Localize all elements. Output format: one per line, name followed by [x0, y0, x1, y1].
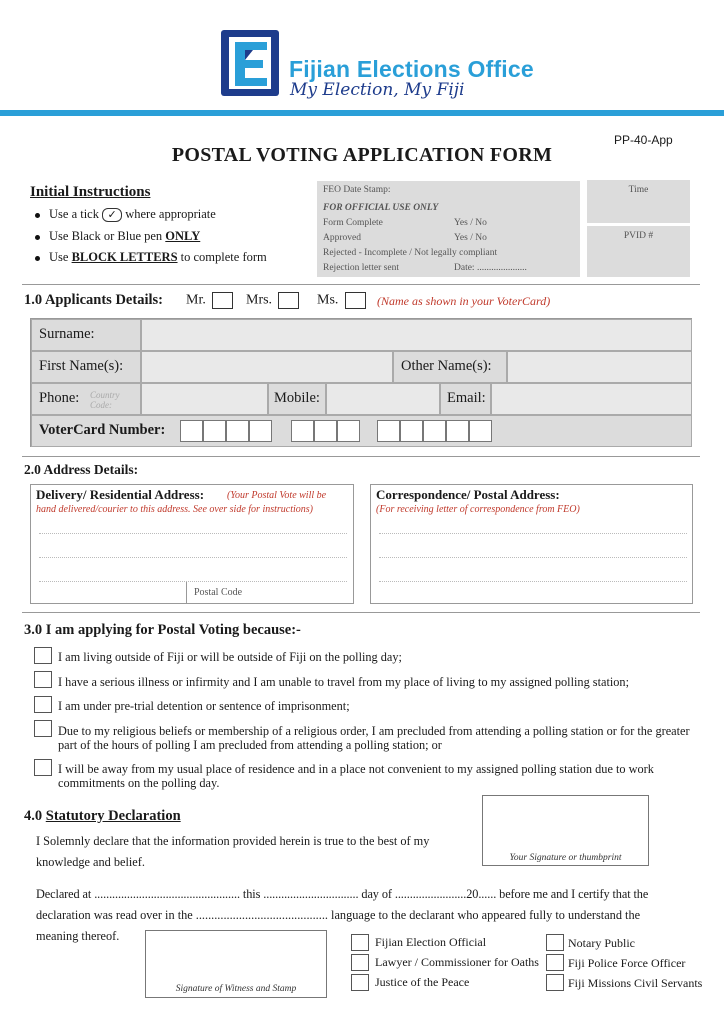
- declared-at-line: Declared at ................................................. this ................................ day of ........................20...... before me and I certify that the: [36, 887, 649, 901]
- votercard-digit[interactable]: [377, 420, 400, 442]
- votercard-digit[interactable]: [291, 420, 314, 442]
- declaration-title: Statutory Declaration: [45, 808, 181, 824]
- time-box: [587, 180, 690, 223]
- phone-field[interactable]: [141, 383, 268, 415]
- instruction-text: Use: [49, 250, 69, 264]
- header-rule: [0, 110, 724, 116]
- divider: [22, 612, 700, 613]
- votercard-label: VoterCard Number:: [39, 422, 166, 438]
- declaration-number: 4.0: [24, 808, 43, 824]
- address-line: [379, 557, 687, 558]
- witness-label: Fiji Missions Civil Servants: [568, 976, 703, 990]
- phone-cell: [31, 383, 141, 415]
- correspondence-title: Correspondence/ Postal Address:: [376, 487, 560, 502]
- office-row-value: Yes / No: [454, 233, 487, 243]
- reason-text: Due to my religious beliefs or membership of a religious order, I am precluded from attending a polling station or for the greater part of the hours of polling I am precluded from attending a polling station; or: [58, 724, 690, 752]
- votercard-digit[interactable]: [249, 420, 272, 442]
- email-field[interactable]: [491, 383, 692, 415]
- name-note: (Name as shown in your VoterCard): [377, 294, 551, 308]
- instruction-emphasis: BLOCK LETTERS: [71, 250, 178, 264]
- delivery-address-box[interactable]: [30, 484, 354, 604]
- form-title: POSTAL VOTING APPLICATION FORM: [171, 144, 553, 166]
- signature-caption: Your Signature or thumbprint: [509, 853, 622, 863]
- witness-checkbox-missions[interactable]: [546, 974, 564, 991]
- instructions-heading: Initial Instructions: [30, 184, 151, 200]
- title-ms: [317, 292, 366, 309]
- address-line: [39, 581, 347, 582]
- instruction-pen: [35, 229, 200, 244]
- witness-signature-box[interactable]: [145, 930, 327, 998]
- witness-label: Justice of the Peace: [375, 975, 470, 989]
- instruction-tick: [35, 207, 216, 222]
- surname-field[interactable]: [141, 319, 692, 351]
- witness-label: Notary Public: [568, 936, 635, 950]
- votercard-digit[interactable]: [226, 420, 249, 442]
- witness-label: Lawyer / Commissioner for Oaths: [375, 955, 539, 969]
- votercard-digit[interactable]: [469, 420, 492, 442]
- reasons-heading: 3.0 I am applying for Postal Voting because:-: [24, 622, 301, 638]
- first-name-cell: [31, 351, 141, 383]
- address-heading: 2.0 Address Details:: [24, 462, 139, 477]
- title-mr-checkbox[interactable]: [212, 292, 233, 309]
- address-line: [39, 533, 347, 534]
- other-name-field[interactable]: [507, 351, 692, 383]
- divider: [22, 456, 700, 457]
- votercard-digit[interactable]: [337, 420, 360, 442]
- org-tagline: My Election, My Fiji: [290, 80, 465, 100]
- votercard-digit[interactable]: [446, 420, 469, 442]
- bullet-icon: [35, 235, 40, 240]
- delivery-note: (Your Postal Vote will be: [227, 490, 327, 501]
- bullet-icon: [35, 213, 40, 218]
- witness-checkbox-lawyer[interactable]: [351, 954, 369, 971]
- votercard-digit[interactable]: [314, 420, 337, 442]
- address-line: [379, 533, 687, 534]
- declaration-line: I Solemnly declare that the information provided herein is true to the best of my: [36, 834, 430, 848]
- tick-icon: ✓: [102, 208, 122, 222]
- other-name-label: Other Name(s):: [401, 358, 492, 374]
- mobile-field[interactable]: [326, 383, 440, 415]
- email-label: Email:: [447, 390, 486, 406]
- instruction-text: where appropriate: [125, 207, 216, 221]
- delivery-title: Delivery/ Residential Address:: [36, 487, 205, 502]
- instruction-text: to complete form: [180, 250, 267, 264]
- votercard-digit[interactable]: [400, 420, 423, 442]
- mobile-label: Mobile:: [274, 390, 320, 406]
- org-name: Fijian Elections Office: [289, 56, 534, 82]
- reason-checkbox[interactable]: [34, 671, 52, 688]
- correspondence-note: (For receiving letter of correspondence from FEO): [376, 504, 580, 515]
- witness-caption: Signature of Witness and Stamp: [175, 984, 297, 994]
- applicant-grid: [30, 318, 692, 447]
- witness-checkbox-police[interactable]: [546, 954, 564, 971]
- country-code-hint: Country Code:: [90, 390, 120, 410]
- email-cell: [440, 383, 491, 415]
- title-mrs-label: Mrs.: [246, 292, 273, 308]
- witness-checkbox-jp[interactable]: [351, 974, 369, 991]
- reason-checkbox[interactable]: [34, 720, 52, 737]
- votercard-digit[interactable]: [180, 420, 203, 442]
- first-name-label: First Name(s):: [39, 358, 124, 374]
- postal-code-label: Postal Code: [194, 587, 243, 598]
- reason-text: I am living outside of Fiji or will be outside of Fiji on the polling day;: [58, 650, 402, 664]
- office-row-label: Rejection letter sent: [323, 263, 399, 273]
- first-name-field[interactable]: [141, 351, 393, 383]
- votercard-digit[interactable]: [423, 420, 446, 442]
- instruction-text: Use Black or Blue pen: [49, 229, 163, 243]
- office-row-value: Yes / No: [454, 218, 487, 228]
- address-line: [379, 581, 687, 582]
- instruction-text: Use a tick: [49, 207, 99, 221]
- instruction-emphasis: ONLY: [165, 229, 201, 243]
- title-mrs-checkbox[interactable]: [278, 292, 299, 309]
- witness-checkbox-feo[interactable]: [351, 934, 369, 951]
- office-row-label: Form Complete: [323, 218, 383, 228]
- bullet-icon: [35, 256, 40, 261]
- reason-text: I am under pre-trial detention or sentence of imprisonment;: [58, 699, 350, 713]
- other-name-cell: [393, 351, 507, 383]
- mobile-cell: [268, 383, 326, 415]
- form-code: PP-40-App: [614, 133, 673, 147]
- pvid-box: [587, 226, 690, 277]
- votercard-cell: [31, 415, 692, 447]
- reason-checkbox[interactable]: [34, 647, 52, 664]
- witness-checkbox-notary[interactable]: [546, 934, 564, 951]
- witness-label: Fiji Police Force Officer: [568, 956, 686, 970]
- signature-box[interactable]: [482, 795, 649, 866]
- office-row-label: Rejected - Incomplete / Not legally compliant: [323, 248, 498, 258]
- read-over-line: declaration was read over in the ........................................... language to the declarant who appeared fully to understand the: [36, 908, 641, 922]
- office-row-label: Approved: [323, 233, 361, 243]
- surname-cell: [31, 319, 141, 351]
- time-label: Time: [628, 185, 649, 195]
- title-mrs: [246, 292, 299, 309]
- phone-label: Phone:: [39, 390, 80, 406]
- feo-logo-icon: [221, 30, 279, 96]
- surname-label: Surname:: [39, 326, 95, 342]
- reason-checkbox[interactable]: [34, 696, 52, 713]
- delivery-note: hand delivered/courier to this address. See over side for instructions): [36, 504, 313, 515]
- reason-text: I will be away from my usual place of residence and in a place not convenient to my assigned polling station due to work commitments on the polling day.: [58, 762, 654, 790]
- instruction-block-letters: [35, 250, 267, 265]
- office-use-box: [317, 181, 580, 277]
- feo-stamp-label: FEO Date Stamp:: [323, 185, 391, 195]
- meaning-line: meaning thereof.: [36, 929, 120, 943]
- title-ms-checkbox[interactable]: [345, 292, 366, 309]
- witness-label: Fijian Election Official: [375, 935, 487, 949]
- correspondence-address-box[interactable]: [370, 484, 693, 604]
- divider: [22, 284, 700, 285]
- reason-text: I have a serious illness or infirmity and I am unable to travel from my place of living to my assigned polling station;: [58, 675, 630, 689]
- address-line: [39, 557, 347, 558]
- title-mr: [186, 292, 233, 309]
- applicant-heading: 1.0 Applicants Details:: [24, 292, 163, 308]
- declaration-line: knowledge and belief.: [36, 855, 145, 869]
- postal-code-divider: [186, 582, 187, 604]
- declaration-heading: [24, 808, 181, 825]
- title-mr-label: Mr.: [186, 292, 206, 308]
- votercard-digit[interactable]: [203, 420, 226, 442]
- title-ms-label: Ms.: [317, 292, 339, 308]
- reason-checkbox[interactable]: [34, 759, 52, 776]
- official-use-label: FOR OFFICIAL USE ONLY: [323, 203, 439, 213]
- office-row-value: Date: .....................: [454, 263, 527, 273]
- pvid-label: PVID #: [623, 231, 654, 241]
